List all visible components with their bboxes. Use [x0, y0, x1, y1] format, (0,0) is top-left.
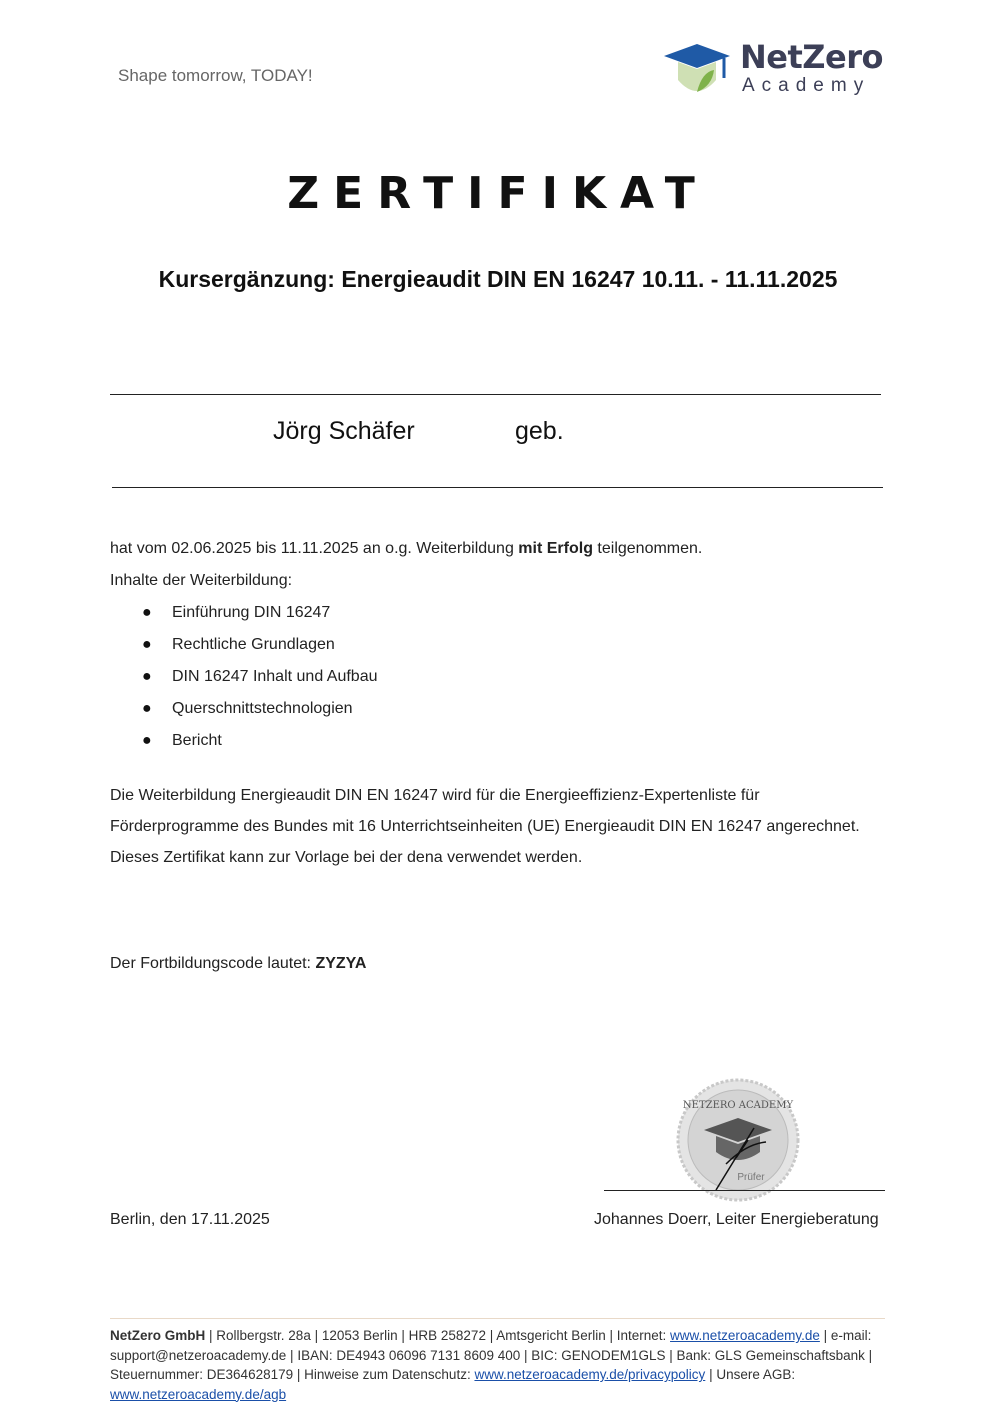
contents-label: Inhalte der Weiterbildung:	[110, 572, 293, 589]
birth-label: geb.	[515, 417, 564, 445]
footer-text: | e-mail: support@netzeroacademy.de | IBAN: DE4943 06096 7131 8609 400 | BIC: GENODEM1GLS | Bank: GLS Gemeinschaftsbank | Steuernummer: DE364628179 | Hinweise zum Datenschutz:	[110, 1328, 873, 1382]
bullet-icon: ●	[142, 700, 152, 717]
stamp-text: NETZERO ACADEMY	[682, 1100, 794, 1111]
list-item: Rechtliche Grundlagen	[172, 636, 335, 653]
statement-text: teilgenommen.	[592, 540, 703, 557]
paragraph-line: Förderprogramme des Bundes mit 16 Unterrichtseinheiten (UE) Energieaudit DIN EN 16247 angerechnet.	[110, 818, 860, 835]
course-title: Kursergänzung: Energieaudit DIN EN 16247 10.11. - 11.11.2025	[158, 266, 838, 292]
footer-divider	[110, 1318, 885, 1319]
divider	[112, 487, 883, 488]
list-item: Bericht	[172, 732, 222, 749]
statement-bold: mit Erfolg	[518, 540, 593, 557]
participation-statement	[110, 540, 702, 558]
agb-link[interactable]: www.netzeroacademy.de/agb	[110, 1386, 287, 1402]
footer-text: | Rollbergstr. 28a | 12053 Berlin | HRB 258272 | Amtsgericht Berlin | Internet:	[205, 1328, 671, 1343]
certificate-title: ZERTIFIKAT	[287, 168, 709, 219]
bullet-icon: ●	[142, 732, 152, 749]
website-link[interactable]: www.netzeroacademy.de	[670, 1328, 820, 1343]
divider	[110, 394, 881, 395]
svg-text:Prüfer: Prüfer	[737, 1172, 765, 1183]
place-date: Berlin, den 17.11.2025	[110, 1211, 270, 1228]
bullet-icon: ●	[142, 668, 152, 685]
stamp-seal-icon	[676, 1078, 800, 1202]
footer	[110, 1326, 890, 1404]
training-code	[110, 955, 366, 973]
code-label: Der Fortbildungscode lautet:	[110, 955, 316, 972]
logo-subtitle: Academy	[742, 75, 871, 96]
paragraph-line: Die Weiterbildung Energieaudit DIN EN 16247 wird für die Energieeffizienz-Expertenliste für	[110, 787, 760, 804]
list-item: DIN 16247 Inhalt und Aufbau	[172, 668, 378, 685]
list-item: Querschnittstechnologien	[172, 700, 353, 717]
privacy-policy-link[interactable]: www.netzeroacademy.de/privacypolicy	[474, 1367, 706, 1382]
bullet-icon: ●	[142, 636, 152, 653]
bullet-icon: ●	[142, 604, 152, 621]
graduation-cap-logo-icon	[662, 42, 732, 98]
list-item: Einführung DIN 16247	[172, 604, 331, 621]
tagline: Shape tomorrow, TODAY!	[118, 66, 313, 85]
paragraph-line: Dieses Zertifikat kann zur Vorlage bei der dena verwendet werden.	[110, 849, 583, 866]
footer-text: | Unsere AGB:	[705, 1367, 796, 1382]
statement-text: hat vom 02.06.2025 bis 11.11.2025 an o.g. Weiterbildung	[110, 540, 519, 557]
code-value: ZYZYA	[315, 955, 367, 972]
logo-name: NetZero	[740, 38, 883, 76]
participant-name: Jörg Schäfer	[273, 417, 415, 445]
signature-line	[604, 1190, 885, 1191]
footer-company: NetZero GmbH	[110, 1328, 206, 1343]
signer: Johannes Doerr, Leiter Energieberatung	[594, 1211, 879, 1228]
